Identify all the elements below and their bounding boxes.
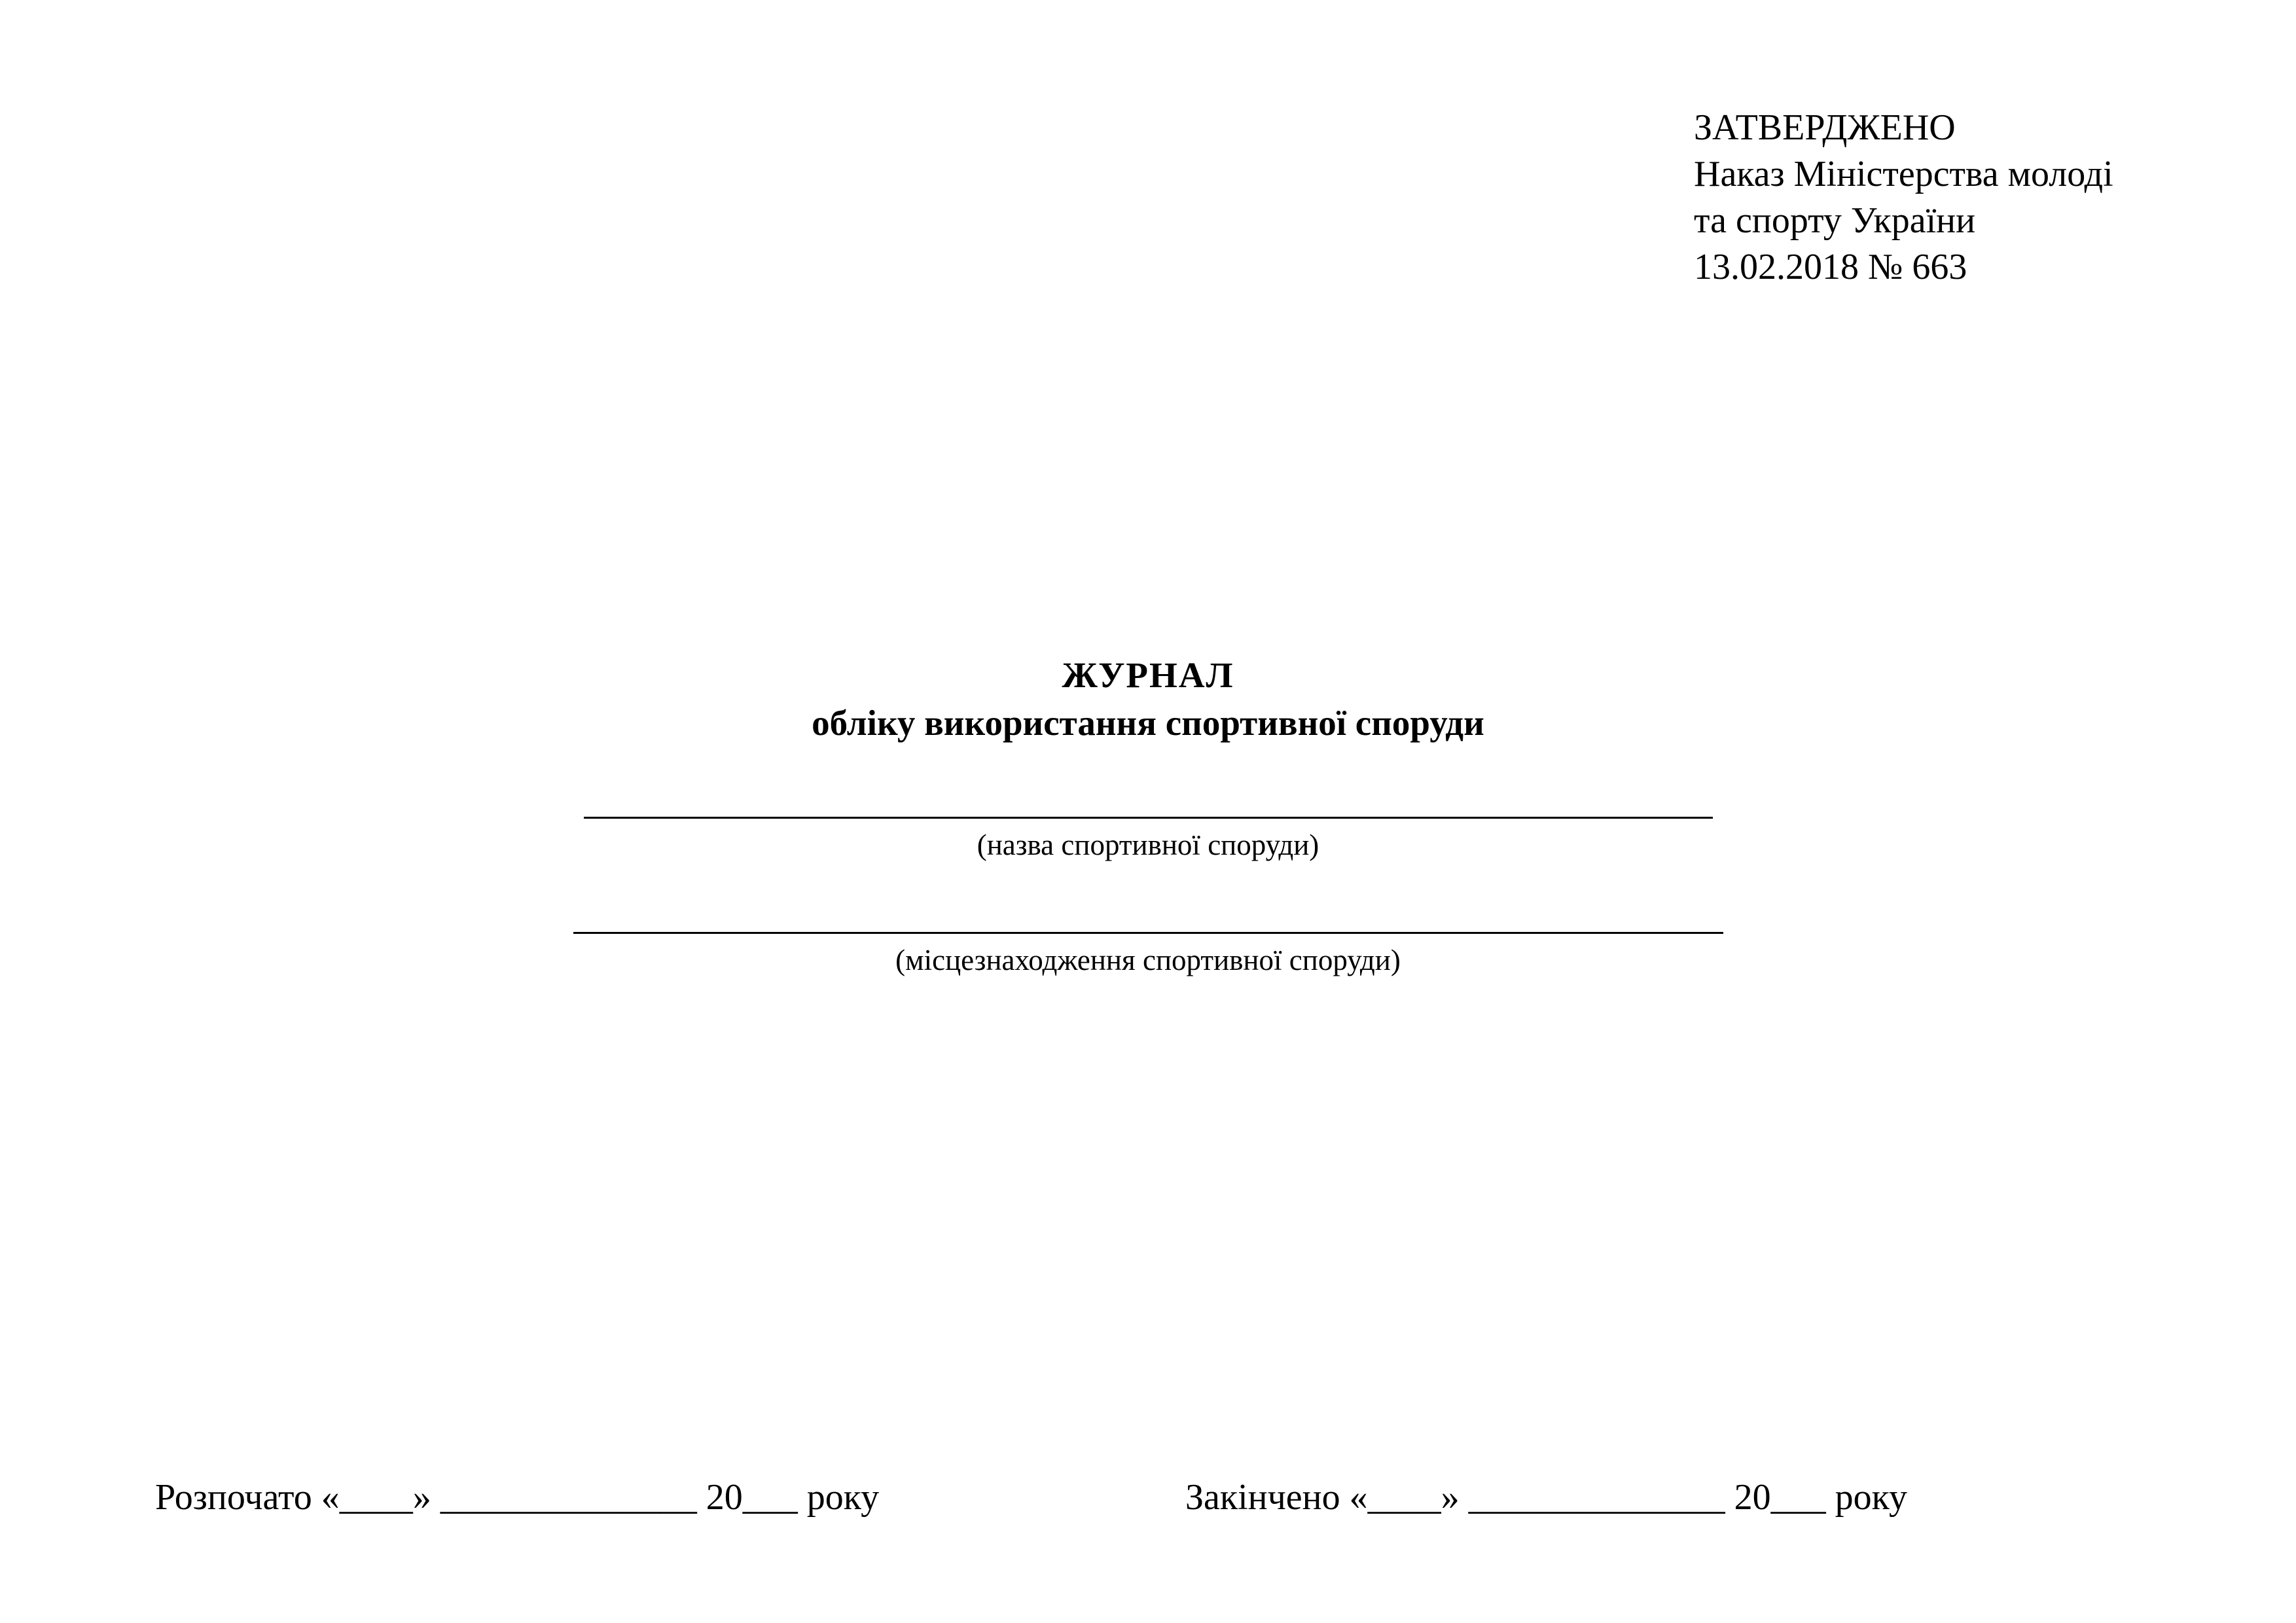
document-title-block xyxy=(0,651,2296,747)
started-date-line: Розпочато «____» ______________ 20___ року xyxy=(155,1477,880,1518)
finished-date-line: Закінчено «____» ______________ 20___ року xyxy=(1185,1477,1908,1518)
document-title: ЖУРНАЛ xyxy=(1062,655,1234,695)
facility-location-field xyxy=(0,932,2296,978)
approval-ministry-line: та спорту України xyxy=(1694,200,1976,241)
document-subtitle: обліку використання спортивної споруди xyxy=(812,703,1484,743)
facility-location-blank-line[interactable] xyxy=(573,932,1723,934)
facility-location-caption: (місцезнаходження спортивної споруди) xyxy=(895,944,1401,976)
approval-heading: ЗАТВЕРДЖЕНО xyxy=(1694,107,1956,148)
approval-order-line: Наказ Міністерства молоді xyxy=(1694,154,2113,194)
approval-stamp-block xyxy=(1694,105,2113,291)
facility-name-field xyxy=(0,817,2296,863)
approval-date-number: 13.02.2018 № 663 xyxy=(1694,247,1967,287)
facility-name-blank-line[interactable] xyxy=(584,817,1713,819)
facility-name-caption: (назва спортивної споруди) xyxy=(977,829,1319,861)
